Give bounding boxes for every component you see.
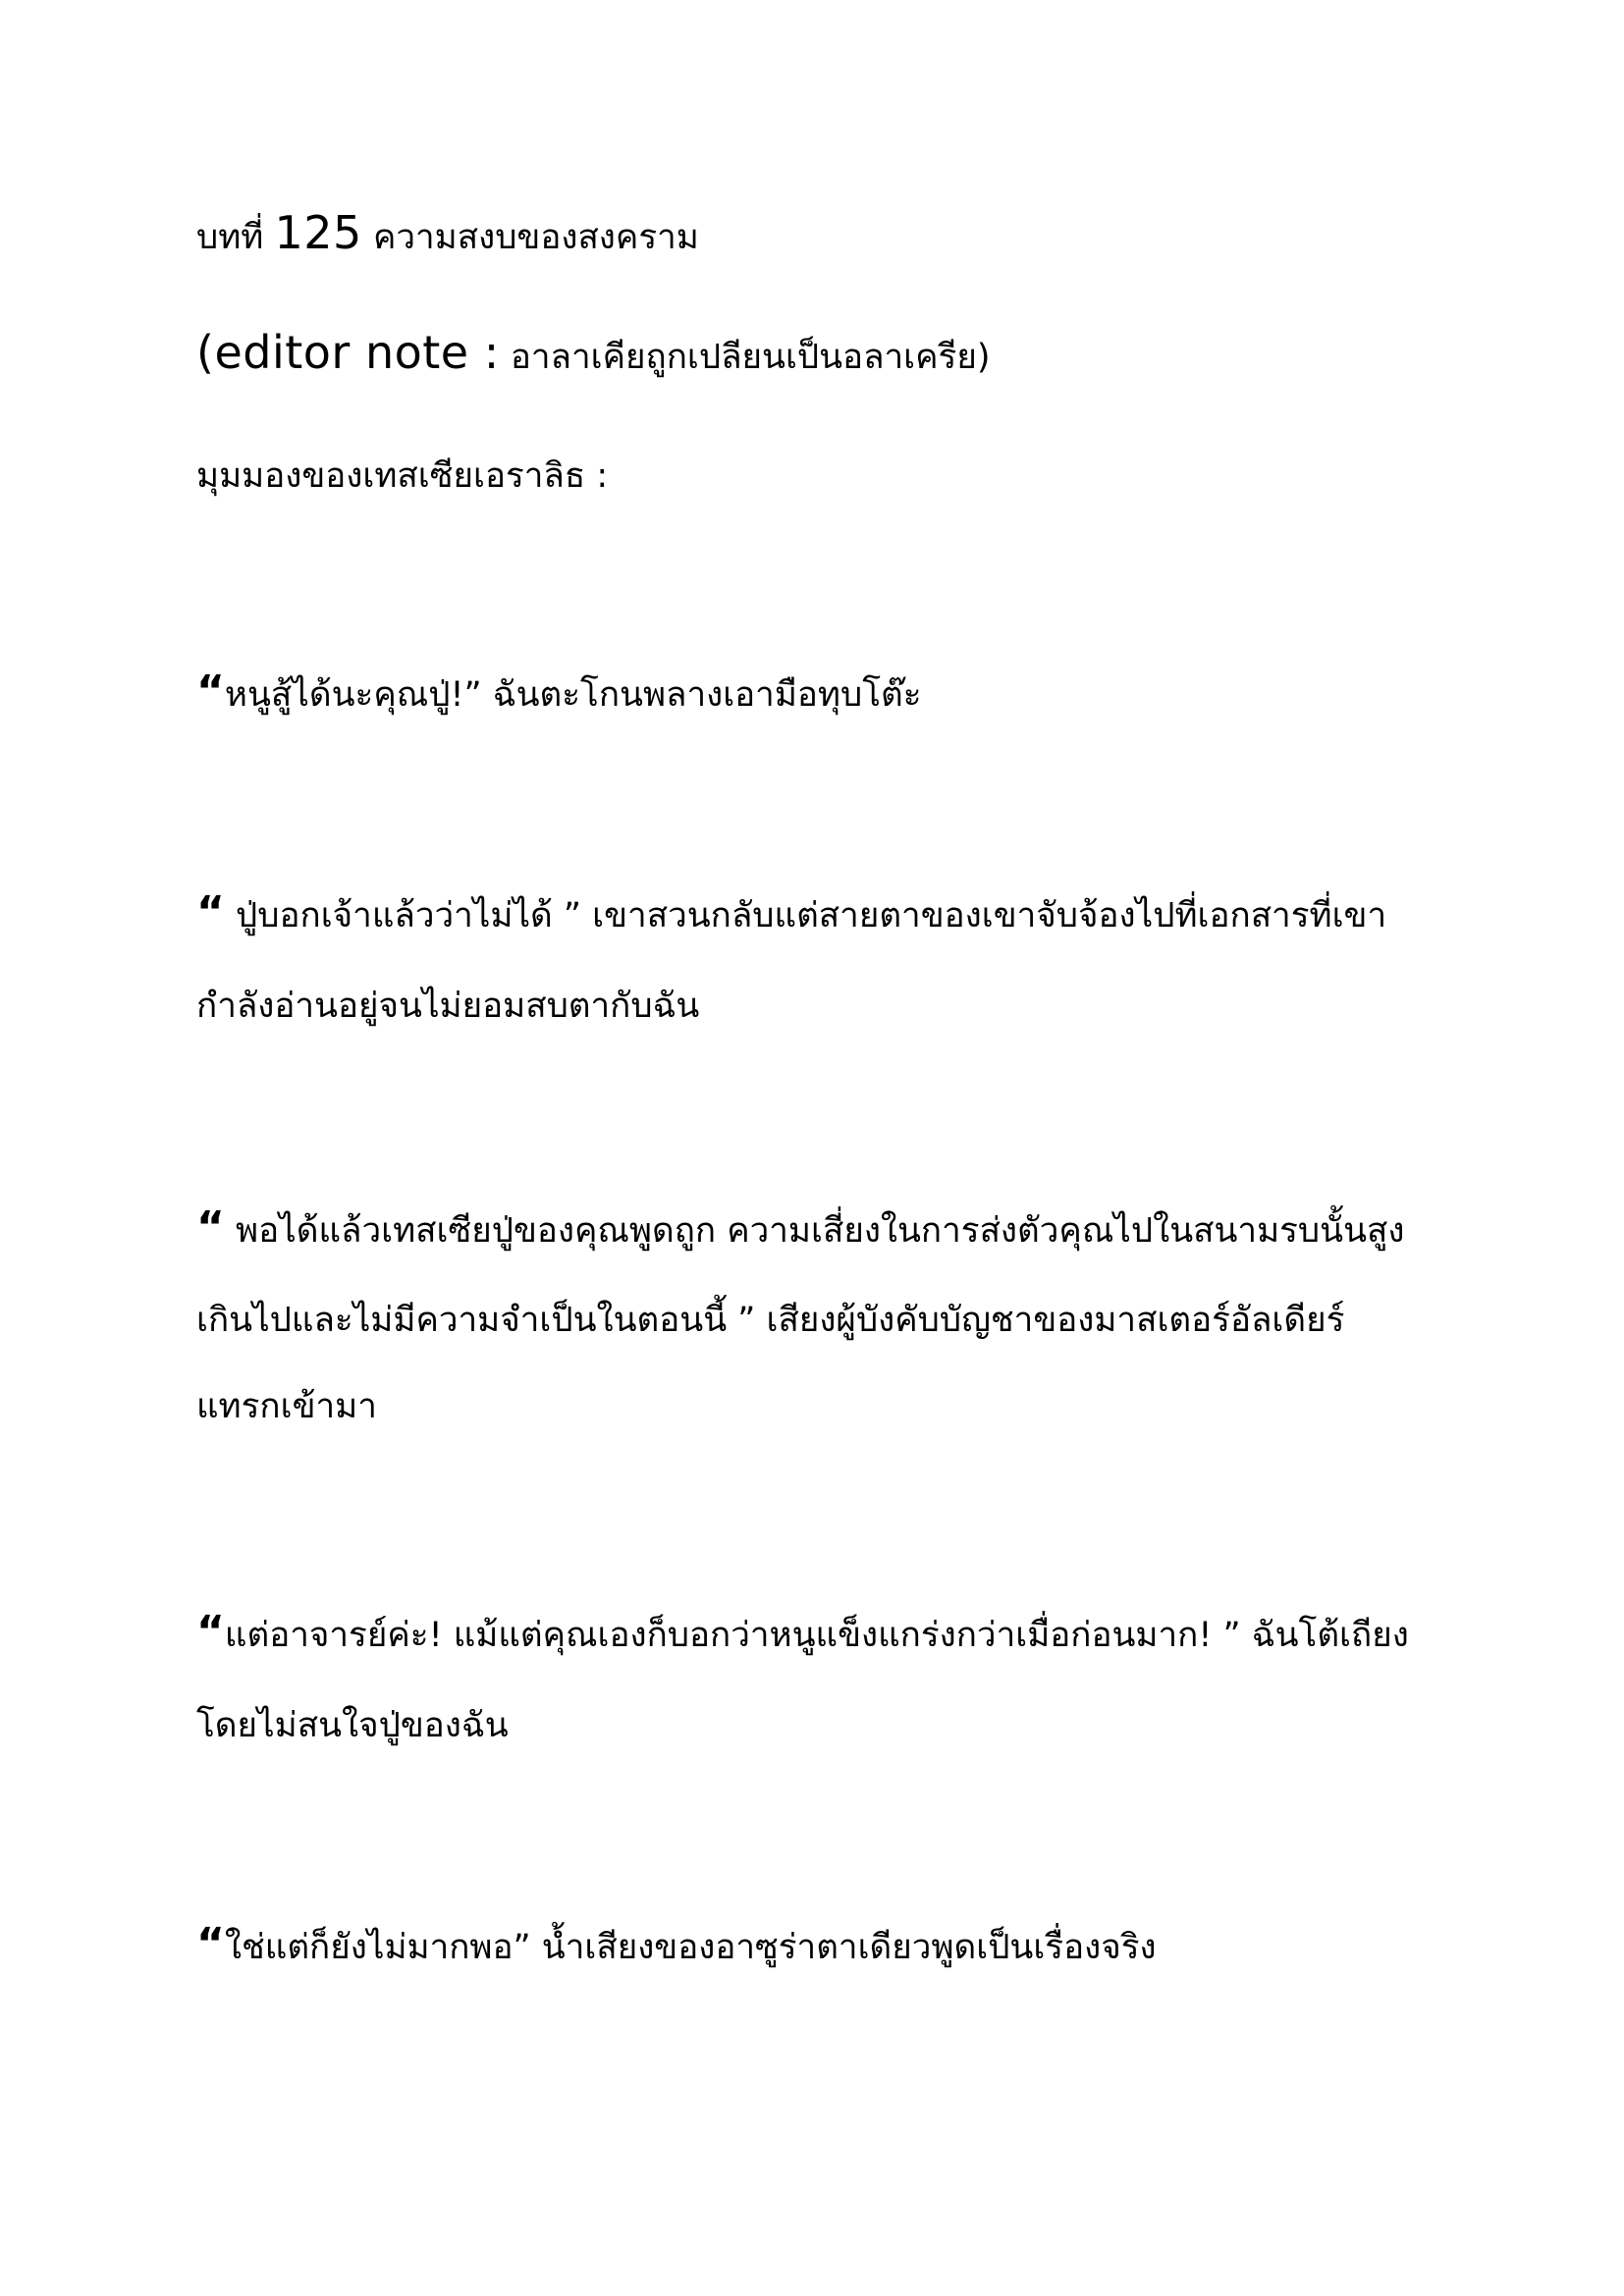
paragraph-text: แต่อาจารย์ค่ะ! แม้แต่คุณเองก็บอกว่าหนูแข็งแกร่งกว่าเมื่อก่อนมาก! ” ฉันโต้เถียง [224, 1616, 1409, 1655]
paragraph-2-line-2: กำลังอ่านอยู่จนไม่ยอมสบตากับฉัน [196, 987, 700, 1026]
quote-mark: “ [196, 1202, 225, 1253]
chapter-title: ความสงบของสงคราม [372, 218, 699, 257]
paragraph-4-line-1 [196, 1608, 1409, 1660]
chapter-heading [196, 208, 699, 262]
paragraph-3-line-1 [196, 1203, 1404, 1255]
perspective-line: มุมมองของเทสเซียเอราลิธ : [196, 456, 609, 496]
quote-mark: “ [196, 1919, 225, 1969]
quote-mark: “ [196, 887, 225, 937]
quote-mark: “ [196, 1607, 225, 1657]
paragraph-1-line-1 [196, 667, 922, 720]
paragraph-3-line-3: แทรกเข้ามา [196, 1387, 377, 1426]
chapter-number: 125 [274, 206, 362, 259]
paragraph-3-line-2: เกินไปและไม่มีความจำเป็นในตอนนี้ ” เสียงผู้บังคับบัญชาของมาสเตอร์อัลเดียร์ [196, 1301, 1345, 1340]
editor-note [196, 328, 991, 382]
paragraph-text: ใช่แต่ก็ยังไม่มากพอ” น้ำเสียงของอาซูร่าตาเดียวพูดเป็นเรื่องจริง [224, 1928, 1157, 1967]
editor-note-label: (editor note : [196, 326, 500, 379]
paragraph-2-line-1 [196, 888, 1386, 940]
paragraph-text: ปู่บอกเจ้าแล้วว่าไม่ได้ ” เขาสวนกลับแต่สายตาของเขาจับจ้องไปที่เอกสารที่เขา [224, 896, 1387, 935]
paragraph-text: หนูสู้ได้นะคุณปู่!” ฉันตะโกนพลางเอามือทุบโต๊ะ [224, 675, 922, 715]
chapter-prefix: บทที่ [196, 218, 264, 257]
paragraph-text: พอได้แล้วเทสเซียปู่ของคุณพูดถูก ความเสี่ยงในการส่งตัวคุณไปในสนามรบนั้นสูง [224, 1211, 1405, 1251]
paragraph-5-line-1 [196, 1920, 1157, 1972]
editor-note-text: อาลาเคียถูกเปลียนเป็นอลาเครีย) [510, 338, 991, 377]
quote-mark: “ [196, 667, 225, 717]
paragraph-4-line-2: โดยไม่สนใจปู่ของฉัน [196, 1706, 509, 1745]
